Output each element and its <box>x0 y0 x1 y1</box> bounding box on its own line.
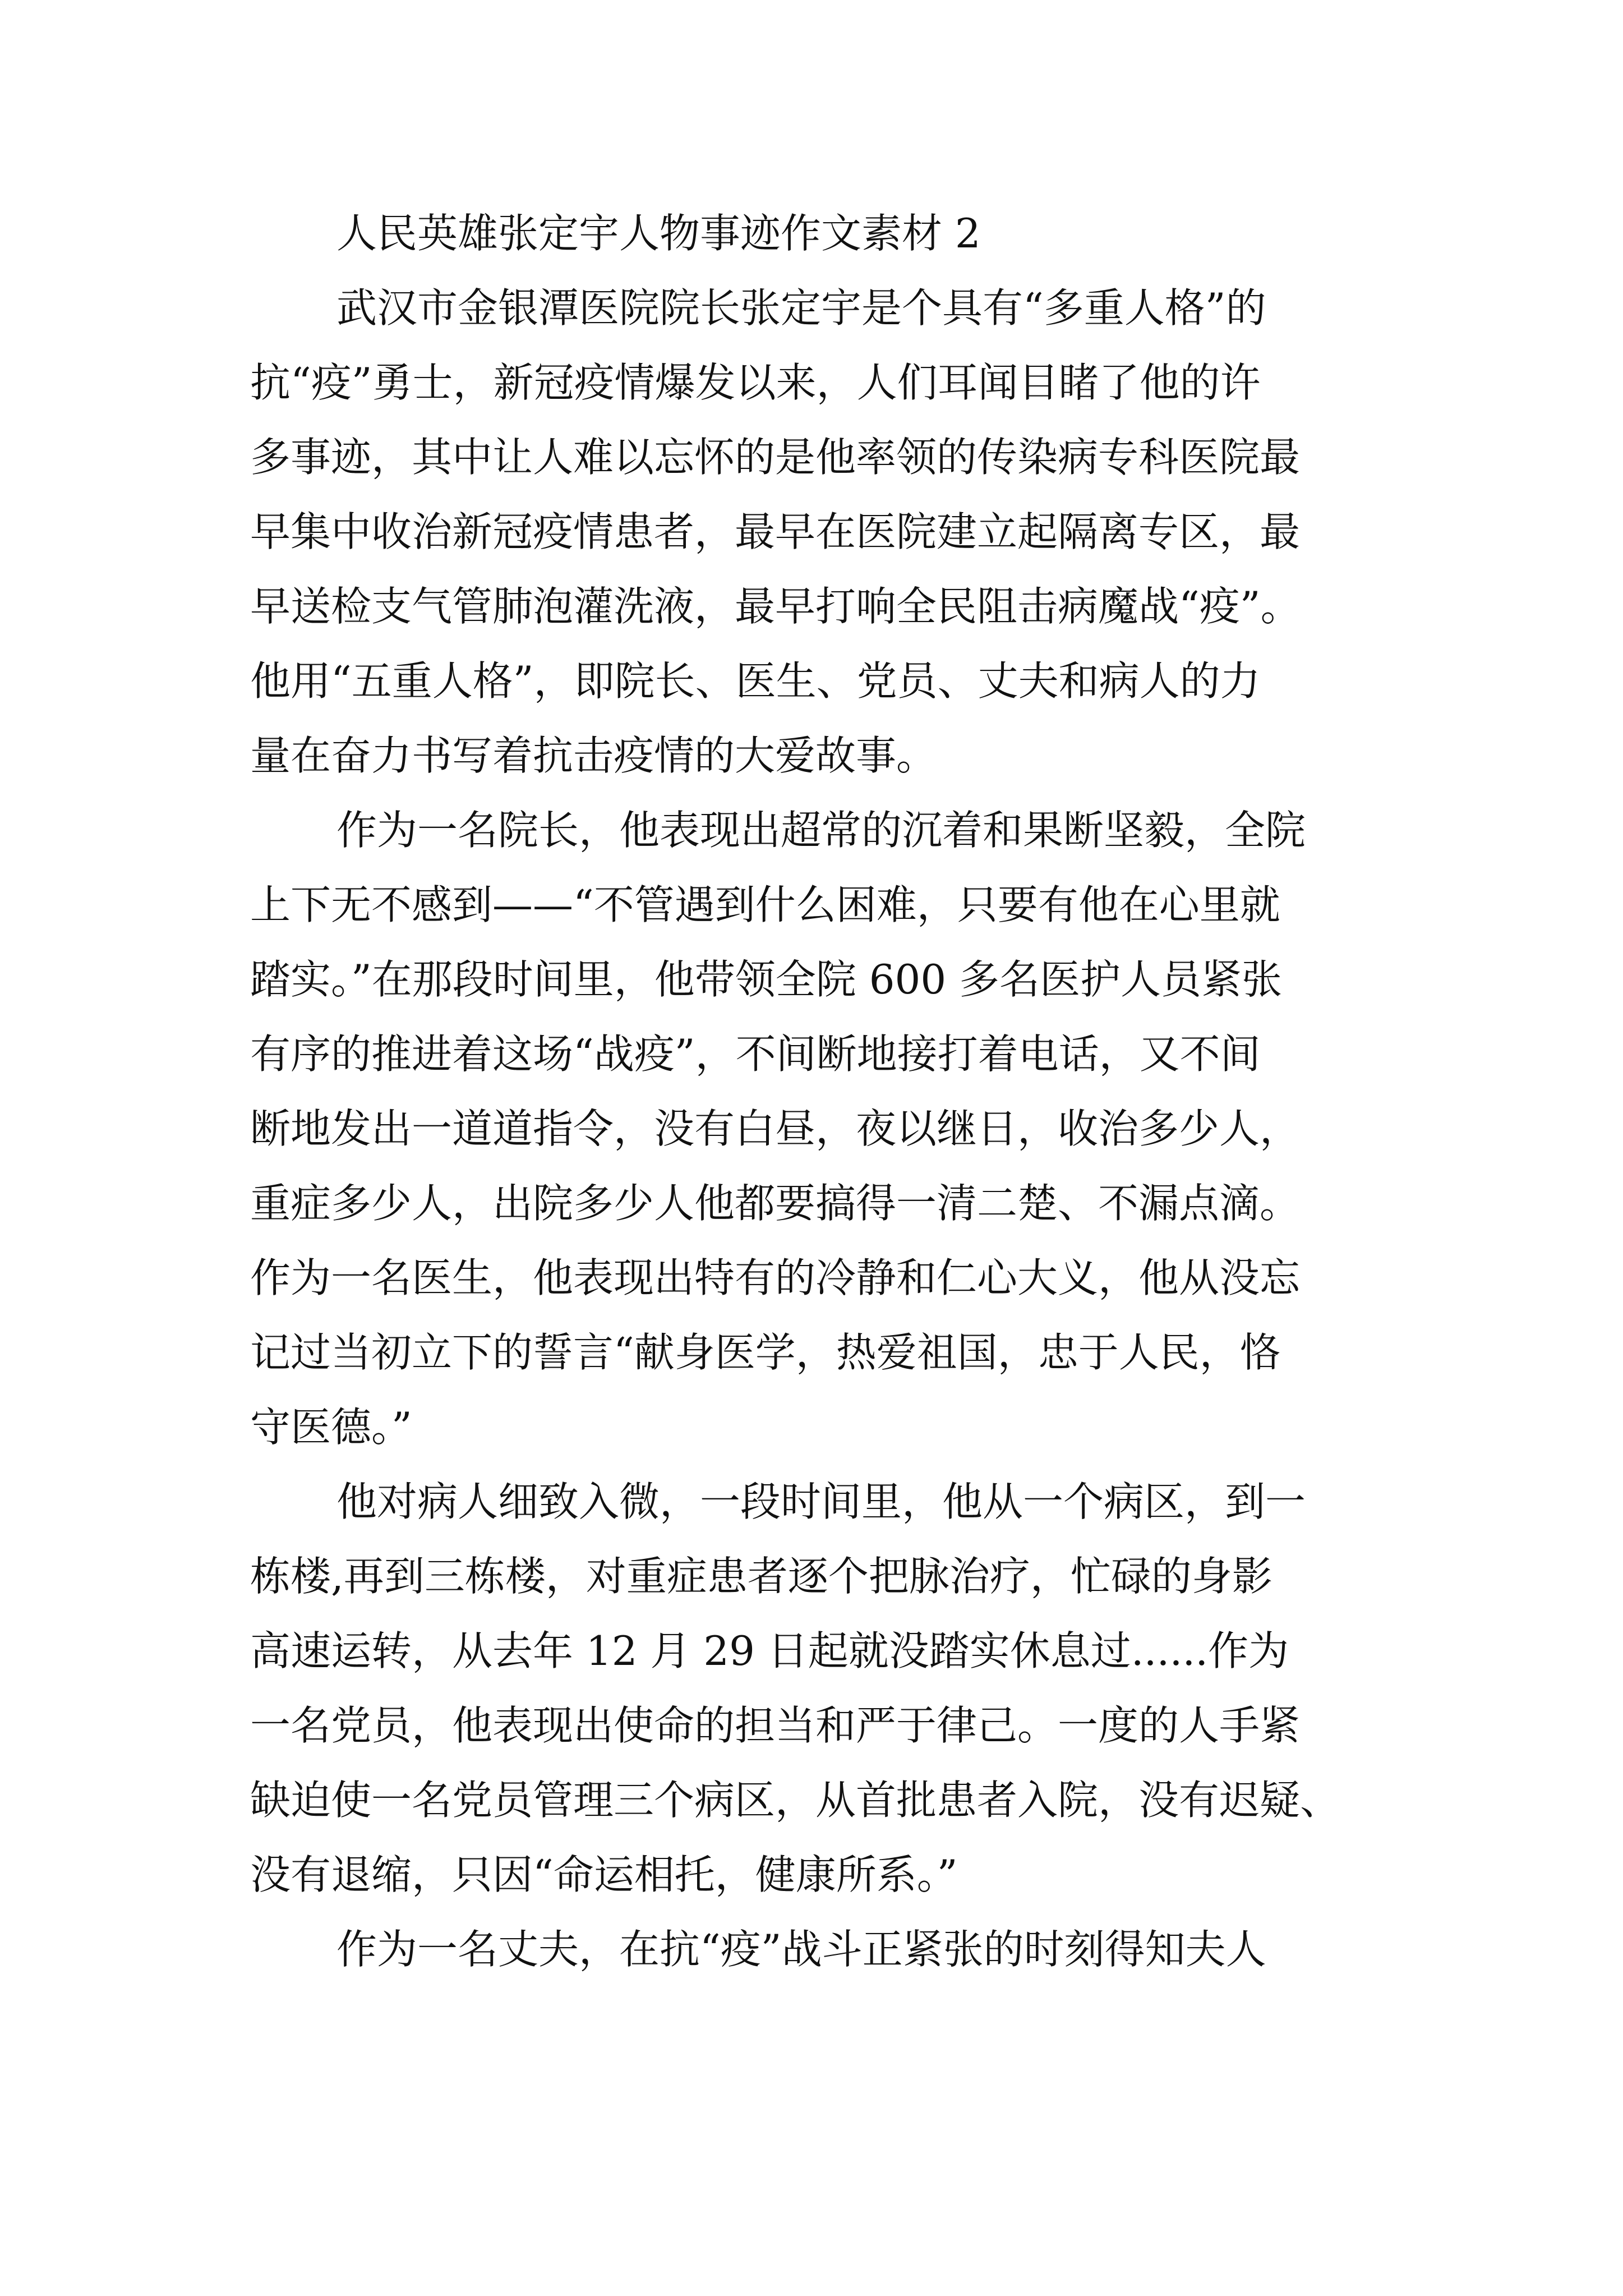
document-title: 人民英雄张定宇人物事迹作文素材 2 <box>336 210 981 257</box>
paragraph-line: 断地发出一道道指令，没有白昼，夜以继日，收治多少人， <box>250 1105 1301 1152</box>
document-body <box>250 196 1377 1987</box>
paragraph-line: 缺迫使一名党员管理三个病区，从首批患者入院，没有迟疑、 <box>250 1777 1341 1824</box>
paragraph-line: 高速运转，从去年 12 月 29 日起就没踏实休息过......作为 <box>250 1627 1289 1674</box>
paragraph-line: 守医德。” <box>250 1404 412 1451</box>
paragraph-line: 他对病人细致入微，一段时间里，他从一个病区，到一 <box>336 1478 1306 1525</box>
paragraph-line: 作为一名医生，他表现出特有的冷静和仁心大义，他从没忘 <box>250 1254 1301 1301</box>
paragraph-line: 他用“五重人格”，即院长、医生、党员、丈夫和病人的力 <box>250 657 1261 705</box>
paragraph-line: 记过当初立下的誓言“献身医学，热爱祖国，忠于人民，恪 <box>250 1329 1280 1376</box>
paragraph-line: 多事迹，其中让人难以忘怀的是他率领的传染病专科医院最 <box>250 434 1301 481</box>
paragraph-line: 作为一名丈夫，在抗“疫”战斗正紧张的时刻得知夫人 <box>336 1926 1266 1973</box>
paragraph-line: 作为一名院长，他表现出超常的沉着和果断坚毅，全院 <box>336 807 1306 854</box>
paragraph-line: 武汉市金银潭医院院长张定宇是个具有“多重人格”的 <box>336 284 1266 332</box>
paragraph-line: 重症多少人，出院多少人他都要搞得一清二楚、不漏点滴。 <box>250 1180 1301 1227</box>
paragraph-line: 早送检支气管肺泡灌洗液，最早打响全民阻击病魔战“疫”。 <box>250 583 1301 630</box>
paragraph-line: 上下无不感到——“不管遇到什么困难，只要有他在心里就 <box>250 881 1280 928</box>
paragraph-line: 一名党员，他表现出使命的担当和严于律己。一度的人手紧 <box>250 1702 1301 1749</box>
paragraph-line: 没有退缩，只因“命运相托，健康所系。” <box>250 1851 958 1898</box>
paragraph-line: 抗“疫”勇士，新冠疫情爆发以来，人们耳闻目睹了他的许 <box>250 359 1261 406</box>
paragraph-line: 早集中收治新冠疫情患者，最早在医院建立起隔离专区，最 <box>250 508 1301 555</box>
paragraph-line: 栋楼,再到三栋楼，对重症患者逐个把脉治疗，忙碌的身影 <box>250 1553 1272 1600</box>
paragraph-line: 量在奋力书写着抗击疫情的大爱故事。 <box>250 732 937 779</box>
paragraph-line: 踏实。”在那段时间里，他带领全院 600 多名医护人员紧张 <box>250 956 1283 1003</box>
paragraph-line: 有序的推进着这场“战疫”，不间断地接打着电话，又不间 <box>250 1030 1261 1078</box>
